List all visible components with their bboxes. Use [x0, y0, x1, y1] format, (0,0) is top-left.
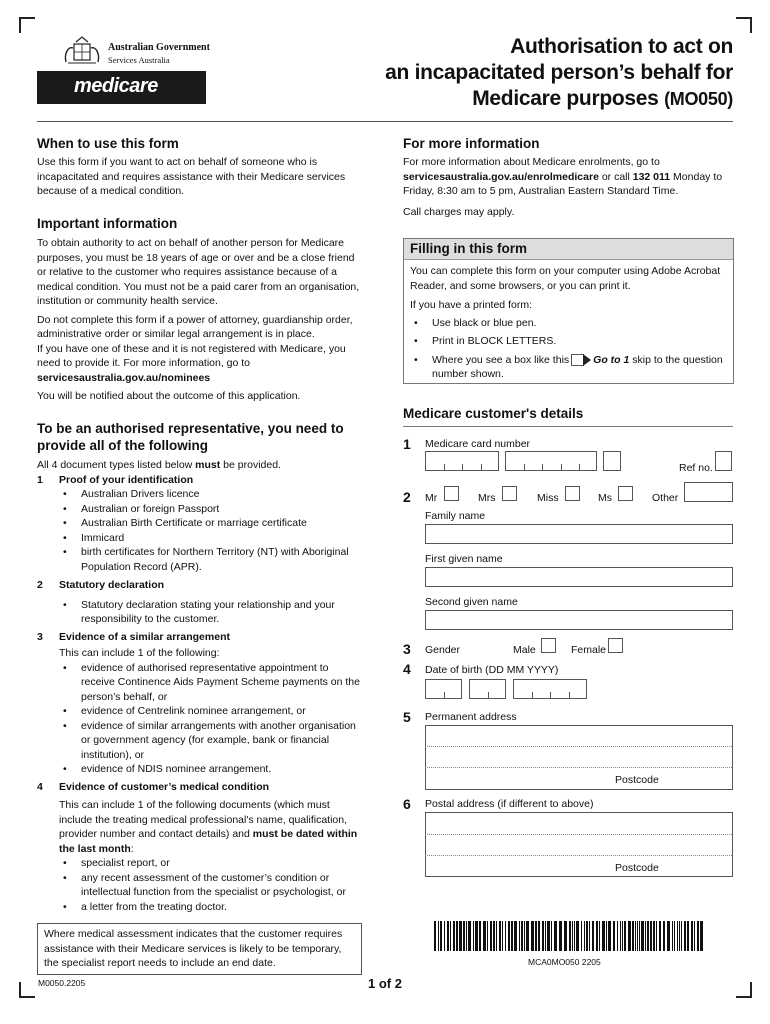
item4-title: Evidence of customer’s medical condition	[59, 780, 270, 793]
item3-intro: This can include 1 of the following:	[59, 647, 220, 659]
crop-mark-top-right	[736, 17, 752, 33]
postcode-label-2: Postcode	[615, 862, 659, 874]
important-body	[37, 236, 363, 404]
card-number-field-1[interactable]	[425, 451, 499, 471]
dob-year-field[interactable]	[513, 679, 587, 699]
barcode-image	[434, 921, 704, 951]
list-item: • birth certificates for Northern Territory (NT) with Aboriginal Population Record (APR).	[59, 545, 363, 574]
important-p3-wrap	[37, 342, 363, 386]
family-name-field[interactable]	[425, 524, 733, 544]
filling-heading: Filling in this form	[410, 241, 527, 256]
authorised-list	[37, 458, 363, 914]
family-name-label: Family name	[425, 510, 486, 522]
title-mr-label: Mr	[425, 492, 438, 504]
item3-title: Evidence of a similar arrangement	[59, 630, 230, 643]
item1-num: 1	[37, 473, 43, 486]
item4-intro-b: must be dated within the last month	[59, 828, 358, 855]
title-miss-checkbox[interactable]	[565, 486, 580, 501]
second-name-field[interactable]	[425, 610, 733, 630]
gov-line2: Services Australia	[108, 55, 170, 65]
brand-name: medicare	[74, 75, 158, 97]
first-name-field[interactable]	[425, 567, 733, 587]
filling-b3-a: Where you see a box like this	[432, 353, 570, 366]
intro-c: be provided.	[220, 459, 281, 471]
ref-label: Ref no.	[679, 462, 713, 474]
when-heading: When to use this form	[37, 136, 179, 151]
item4	[37, 780, 363, 915]
item3	[37, 630, 363, 777]
item1	[37, 473, 363, 575]
item1-title: Proof of your identification	[59, 473, 194, 486]
important-heading: Important information	[37, 216, 178, 231]
title-ms-checkbox[interactable]	[618, 486, 633, 501]
ref-no-field[interactable]	[715, 451, 732, 471]
dob-day-field[interactable]	[425, 679, 462, 699]
list-item: • evidence of Centrelink nominee arrangement, or	[59, 704, 363, 719]
barcode-text: MCA0MO050 2205	[528, 957, 601, 967]
title-line3-row	[385, 86, 733, 112]
note-box	[37, 923, 362, 975]
item2-bullets	[59, 598, 363, 627]
item4-num: 4	[37, 780, 43, 793]
female-label: Female	[571, 644, 607, 656]
filling-bullets	[410, 316, 727, 382]
item1-bullets	[59, 487, 363, 574]
note-text: Where medical assessment indicates that the customer requires assistance with their Medicare services is likely to be temporary, the specialist report needs to include an end date.	[44, 928, 343, 969]
title-ms-label: Ms	[598, 492, 612, 504]
item4-intro-c: :	[130, 842, 134, 855]
card-number-field-3[interactable]	[603, 451, 621, 471]
item4-intro	[59, 798, 363, 856]
card-number-field-2[interactable]	[505, 451, 597, 471]
title-line3: Medicare purposes	[472, 87, 659, 110]
postal-divider	[425, 855, 732, 856]
postcode-label-1: Postcode	[615, 774, 659, 786]
q3-number: 3	[403, 641, 411, 657]
list-item: • a letter from the treating doctor.	[59, 900, 363, 915]
item3-num: 3	[37, 630, 43, 643]
list-item	[410, 353, 727, 382]
page-number: 1 of 2	[368, 976, 402, 991]
list-item: • evidence of NDIS nominee arrangement.	[59, 762, 363, 777]
second-name-label: Second given name	[425, 596, 518, 608]
address-divider	[425, 767, 732, 768]
address-divider	[425, 746, 732, 747]
list-item: • Australian or foreign Passport	[59, 502, 363, 517]
authorised-heading-line1: To be an authorised representative, you need to	[37, 421, 344, 436]
list-item: • Use black or blue pen.	[410, 316, 727, 331]
important-p4: You will be notified about the outcome of this application.	[37, 390, 301, 402]
q1-label: Medicare card number	[425, 438, 531, 450]
filling-box	[403, 238, 734, 384]
intro-b: must	[195, 459, 221, 471]
q1-number: 1	[403, 436, 411, 452]
q4-number: 4	[403, 661, 411, 677]
postal-divider	[425, 834, 732, 835]
list-item: • Australian Birth Certificate or marriage certificate	[59, 516, 363, 531]
crop-mark-bottom-right	[736, 982, 752, 998]
customer-rule	[403, 426, 733, 427]
important-p2: Do not complete this form if a power of attorney, guardianship order, administrative order or similar legal arrangement is in place.	[37, 313, 353, 340]
title-mr-checkbox[interactable]	[444, 486, 459, 501]
first-name-label: First given name	[425, 553, 503, 565]
filling-b3-b: skip to the question number shown.	[432, 353, 723, 380]
government-crest-icon	[62, 36, 102, 66]
item2-title: Statutory declaration	[59, 579, 165, 591]
male-label: Male	[513, 644, 536, 656]
important-p1: To obtain authority to act on behalf of another person for Medicare purposes, you must be 18 years of age or over and be a close friend or relative to the customer who requires assistance because of a medical condition. You must not be a paid carer from an organisation, institution or community health service.	[37, 237, 360, 307]
when-body: Use this form if you want to act on behalf of someone who is incapacitated and requires assistance with their Medicare services because of a medical condition.	[37, 156, 346, 197]
item3-bullets	[59, 661, 363, 777]
authorised-heading-line2: provide all of the following	[37, 438, 208, 453]
call-charges: Call charges may apply.	[403, 205, 515, 218]
list-item: • any recent assessment of the customer’s condition or intellectual function from the specialist or psychologist, or	[59, 871, 363, 900]
q2-number: 2	[403, 489, 411, 505]
list-item: • Australian Drivers licence	[59, 487, 363, 502]
form-code-footer: M0050.2205	[38, 978, 86, 988]
more-info-text-b: or call	[598, 170, 633, 183]
dob-label: Date of birth (DD MM YYYY)	[425, 664, 559, 676]
postal-label: Postal address (if different to above)	[425, 798, 594, 810]
item2-num: 2	[37, 579, 43, 591]
customer-heading: Medicare customer's details	[403, 406, 584, 421]
title-mrs-checkbox[interactable]	[502, 486, 517, 501]
title-other-label: Other	[652, 492, 679, 504]
postal-address-field[interactable]	[425, 812, 733, 877]
authorised-intro	[37, 458, 363, 473]
filling-p2: If you have a printed form:	[410, 299, 532, 311]
title-line2: an incapacitated person’s behalf for	[385, 61, 733, 84]
filling-header	[404, 239, 733, 260]
crop-mark-top-left	[19, 17, 35, 33]
more-info-body	[403, 155, 733, 219]
q6-number: 6	[403, 796, 411, 812]
filling-body	[404, 260, 733, 386]
title-other-field[interactable]	[684, 482, 733, 502]
male-checkbox[interactable]	[541, 638, 556, 653]
title-miss-label: Miss	[537, 492, 559, 504]
goto-arrow-icon	[571, 354, 591, 366]
list-item: • Statutory declaration stating your relationship and your responsibility to the customer.	[59, 598, 363, 627]
list-item: • Immicard	[59, 531, 363, 546]
crop-mark-bottom-left	[19, 982, 35, 998]
dob-month-field[interactable]	[469, 679, 506, 699]
title-line1: Authorisation to act on	[510, 35, 733, 58]
intro-a: All 4 document types listed below	[37, 459, 196, 471]
more-info-heading: For more information	[403, 136, 540, 151]
list-item: • Print in BLOCK LETTERS.	[410, 334, 727, 349]
gov-line1: Australian Government	[108, 42, 210, 53]
enrol-link[interactable]: servicesaustralia.gov.au/enrolmedicare	[403, 170, 599, 183]
important-p3: If you have one of these and it is not registered with Medicare, you need to provide it. For more information, go to	[37, 342, 346, 369]
authorised-heading	[37, 420, 363, 454]
nominees-link[interactable]: servicesaustralia.gov.au/nominees	[37, 371, 211, 384]
item4-bullets	[59, 856, 363, 914]
more-info-text-c: Monday to Friday, 8:30 am to 5 pm, Australian Eastern Standard Time.	[403, 170, 723, 197]
female-checkbox[interactable]	[608, 638, 623, 653]
goto-label: Go to 1	[593, 353, 630, 366]
header-rule	[37, 121, 733, 122]
phone-number: 132 011	[632, 170, 671, 183]
page-title	[385, 34, 733, 112]
address-label: Permanent address	[425, 711, 517, 723]
more-info-text-a: For more information about Medicare enrolments, go to	[403, 156, 660, 168]
list-item: • evidence of similar arrangements with another organisation or government agency (for example, bank or financial institution), or	[59, 719, 363, 763]
item4-intro-a: This can include 1 of the following documents (which must include the treating medical professional's name, qualification, provider number and contact details) and	[59, 799, 348, 840]
list-item: • specialist report, or	[59, 856, 363, 871]
title-mrs-label: Mrs	[478, 492, 496, 504]
permanent-address-field[interactable]	[425, 725, 733, 790]
gender-label: Gender	[425, 644, 461, 656]
item2	[37, 578, 363, 627]
form-code: (MO050)	[664, 89, 733, 109]
filling-p1: You can complete this form on your computer using Adobe Acrobat Reader, and some browsers, or you can print it.	[410, 265, 721, 292]
more-info-text	[403, 155, 733, 199]
q5-number: 5	[403, 709, 411, 725]
list-item: • evidence of authorised representative appointment to receive Continence Aids Payment Scheme payments on the person’s behalf, or	[59, 661, 363, 705]
